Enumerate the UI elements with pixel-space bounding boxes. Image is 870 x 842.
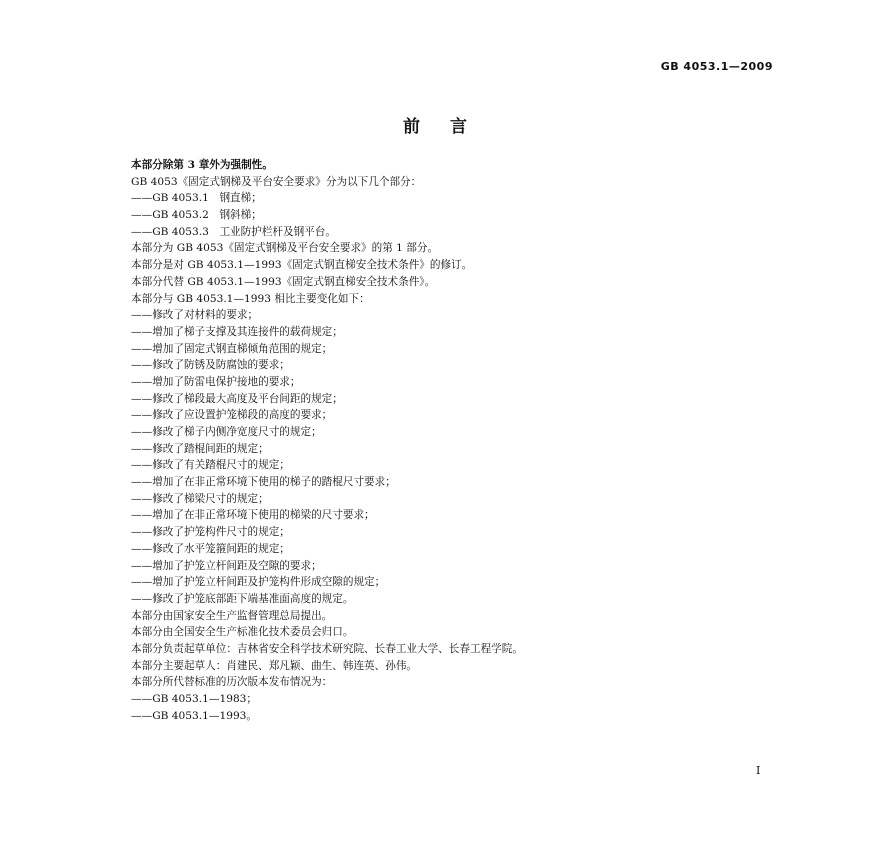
foreword-line: ——增加了防雷电保护接地的要求； <box>131 375 301 388</box>
foreword-line: ——修改了防锈及防腐蚀的要求； <box>131 359 290 372</box>
foreword-line: ——GB 4053.2 钢斜梯； <box>131 209 262 222</box>
foreword-line: 本部分主要起草人：肖建民、郑凡颖、曲生、韩连英、孙伟。 <box>131 659 418 672</box>
standard-number: GB 4053.1—2009 <box>660 60 773 73</box>
foreword-line: 本部分是对 GB 4053.1—1993《固定式钢直梯安全技术条件》的修订。 <box>131 259 473 272</box>
foreword-line: ——增加了梯子支撑及其连接件的载荷规定； <box>131 325 343 338</box>
foreword-line: ——修改了应设置护笼梯段的高度的要求； <box>131 409 333 422</box>
foreword-line: ——增加了固定式钢直梯倾角范围的规定； <box>131 342 333 355</box>
foreword-line: ——增加了在非正常环境下使用的梯子的踏棍尺寸要求； <box>131 476 396 489</box>
foreword-line: 本部分所代替标准的历次版本发布情况为： <box>131 676 333 689</box>
foreword-line: ——增加了护笼立杆间距及护笼构件形成空隙的规定； <box>131 576 386 589</box>
foreword-line: 本部分代替 GB 4053.1—1993《固定式钢直梯安全技术条件》。 <box>131 275 436 288</box>
foreword-line: ——GB 4053.1 钢直梯； <box>131 192 262 205</box>
foreword-line: 本部分为 GB 4053《固定式钢梯及平台安全要求》的第 1 部分。 <box>131 242 439 255</box>
page-number: I <box>756 764 761 777</box>
foreword-line: GB 4053《固定式钢梯及平台安全要求》分为以下几个部分： <box>131 175 422 188</box>
foreword-line: ——增加了在非正常环境下使用的梯梁的尺寸要求； <box>131 509 375 522</box>
foreword-line: 本部分由国家安全生产监督管理总局提出。 <box>131 609 333 622</box>
foreword-line: ——修改了有关踏棍尺寸的规定； <box>131 459 290 472</box>
foreword-line: ——修改了水平笼箍间距的规定； <box>131 542 290 555</box>
foreword-line: 本部分除第 3 章外为强制性。 <box>131 159 273 171</box>
foreword-line: ——修改了对材料的要求； <box>131 309 259 322</box>
foreword-line: ——GB 4053.1—1993。 <box>131 709 258 722</box>
foreword-line: ——修改了护笼底部距下端基准面高度的规定。 <box>131 592 354 605</box>
foreword-line: ——修改了梯子内侧净宽度尺寸的规定； <box>131 426 322 438</box>
foreword-line: 本部分由全国安全生产标准化技术委员会归口。 <box>131 626 354 639</box>
foreword-line: ——GB 4053.1—1983； <box>131 693 258 705</box>
foreword-line: ——GB 4053.3 工业防护栏杆及钢平台。 <box>131 225 336 238</box>
foreword-line: ——修改了护笼构件尺寸的规定； <box>131 526 290 539</box>
foreword-line: 本部分与 GB 4053.1—1993 相比主要变化如下： <box>131 292 370 305</box>
page-title: 前言 <box>403 117 497 137</box>
foreword-line: ——增加了护笼立杆间距及空隙的要求； <box>131 559 322 572</box>
foreword-line: ——修改了梯梁尺寸的规定； <box>131 492 269 505</box>
foreword-line: ——修改了梯段最大高度及平台间距的规定； <box>131 392 343 405</box>
foreword-line: ——修改了踏棍间距的规定； <box>131 442 269 455</box>
foreword-body <box>131 157 751 724</box>
foreword-line: 本部分负责起草单位：吉林省安全科学技术研究院、长春工业大学、长春工程学院。 <box>131 642 523 655</box>
